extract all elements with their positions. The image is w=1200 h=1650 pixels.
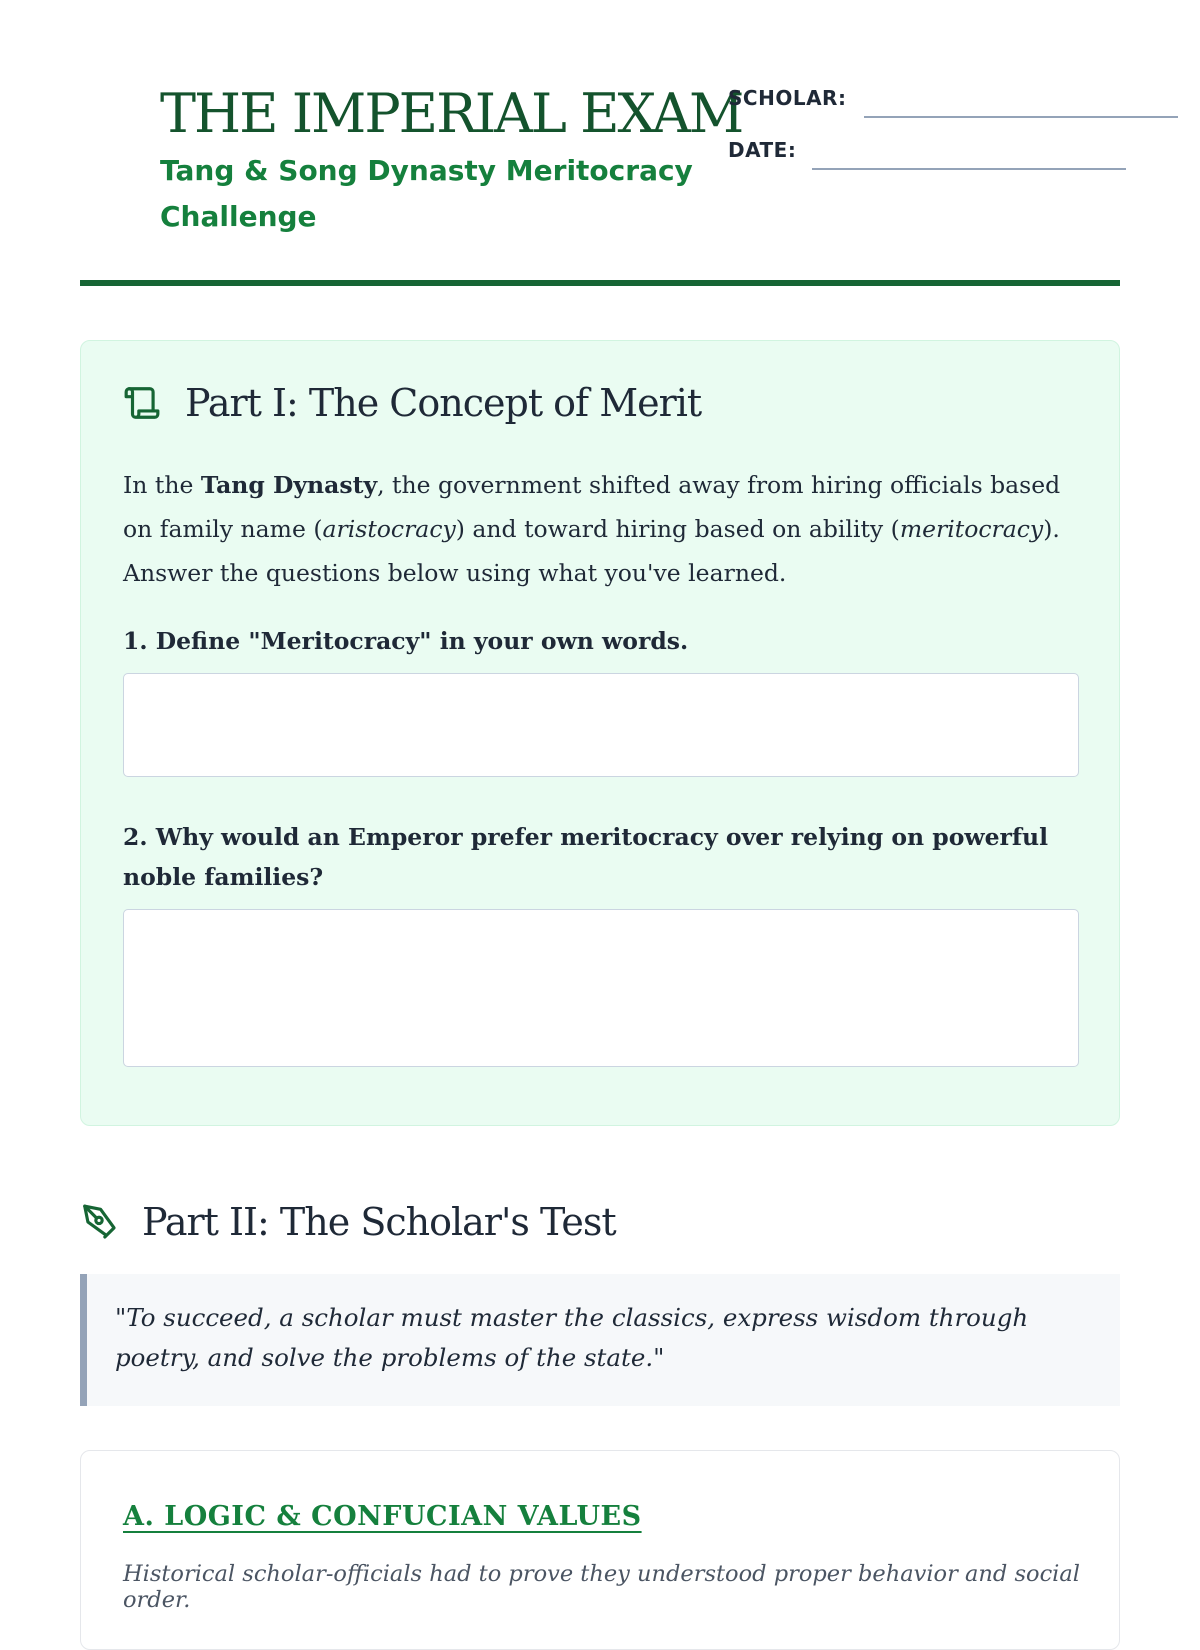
- part-1-card: [80, 340, 1120, 1126]
- intro-text-1: In the: [123, 471, 201, 499]
- section-a-description: Historical scholar-officials had to prove they understood proper behavior and social order.: [123, 1561, 1080, 1613]
- part-2-title-text: Part II: The Scholar's Test: [142, 1200, 616, 1244]
- section-a-card: [80, 1450, 1120, 1650]
- page-subtitle: Tang & Song Dynasty Meritocracy Challenge: [160, 154, 693, 233]
- scholar-label: SCHOLAR:: [728, 86, 847, 110]
- date-label: DATE:: [728, 138, 797, 162]
- part-2-title: [80, 1200, 616, 1244]
- question-1-label: 1. Define "Meritocracy" in your own words.: [123, 627, 689, 655]
- intro-italic-aristocracy: aristocracy: [322, 515, 456, 543]
- intro-italic-meritocracy: meritocracy: [899, 515, 1044, 543]
- part-1-title-text: Part I: The Concept of Merit: [185, 381, 702, 425]
- scroll-icon: [123, 384, 161, 422]
- pen-nib-icon: [80, 1203, 118, 1241]
- worksheet-header: [80, 0, 1120, 290]
- scholar-quote: "To succeed, a scholar must master the classics, express wisdom through poetry, and solve the problems of the state.": [80, 1274, 1120, 1406]
- date-field[interactable]: [812, 168, 1126, 170]
- question-2-label: 2. Why would an Emperor prefer meritocracy over relying on powerful noble families?: [123, 823, 1049, 891]
- part-1-intro: [123, 463, 1083, 595]
- scholar-name-field[interactable]: [864, 116, 1178, 118]
- intro-bold-tang: Tang Dynasty: [200, 471, 378, 499]
- page-title: THE IMPERIAL EXAM: [160, 82, 743, 145]
- question-1-answer[interactable]: [123, 673, 1079, 777]
- header-divider: [80, 280, 1120, 286]
- question-2-answer[interactable]: [123, 909, 1079, 1067]
- intro-text-4: ). Answer the questions below using what you've learned.: [123, 515, 1060, 587]
- intro-text-3: ) and toward hiring based on ability (: [455, 515, 900, 543]
- part-1-title: [123, 381, 701, 425]
- intro-text-2: , the government shifted away from hiring officials based on family name (: [123, 471, 1061, 543]
- section-a-title: A. LOGIC & CONFUCIAN VALUES: [123, 1501, 642, 1532]
